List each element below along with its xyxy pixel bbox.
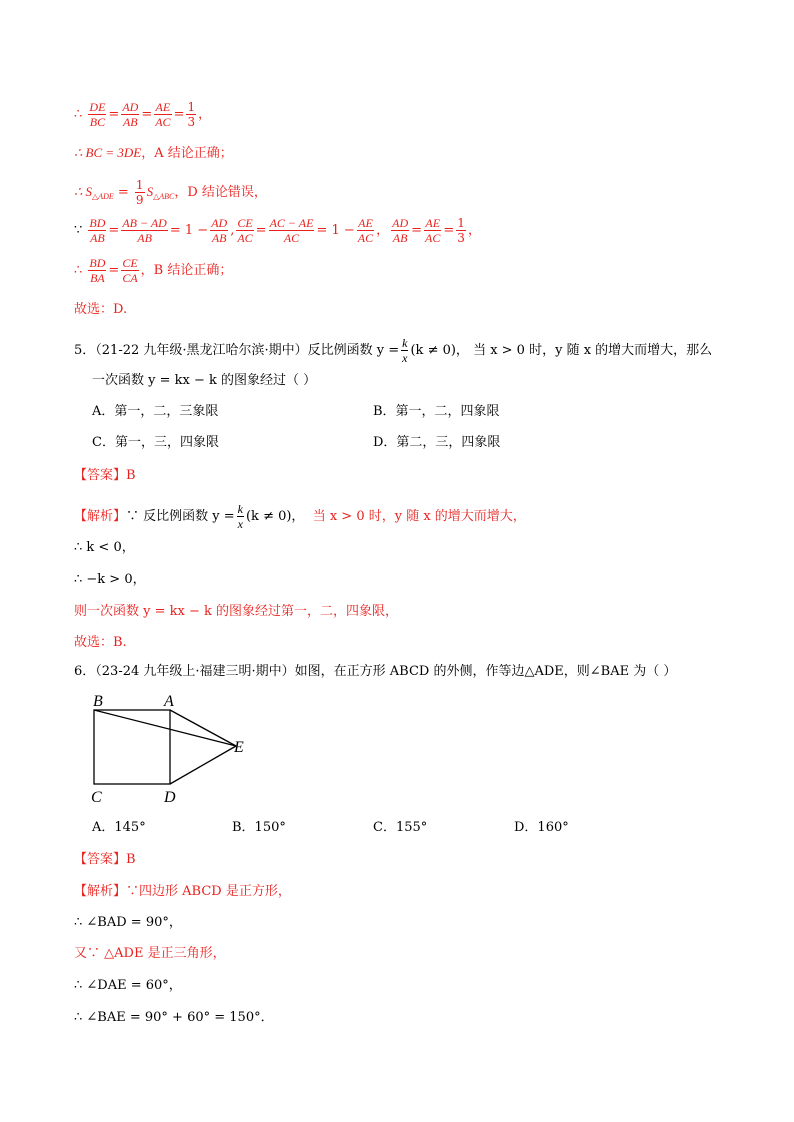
denominator: AB [90,231,105,245]
fraction [424,216,441,245]
square-triangle-figure [86,690,256,810]
fraction [391,216,409,245]
math-expression: = 1 − [169,223,209,238]
fraction [210,216,228,245]
fraction [121,256,138,285]
analysis-text: ∵四边形 ABCD 是正方形， [126,884,291,899]
q5-step1: ∴ k < 0， [74,540,135,555]
q6-option-d[interactable]: D．160° [514,820,569,835]
denominator: AB [122,115,138,129]
step-area-ratio: ∴ $S_{\triangle ADE}$ = $\frac{1}{9}$ $S_{\triangle ABC}$，D 结论错误， [74,178,267,207]
equals: = [141,107,153,122]
fraction [154,100,171,129]
denominator: AC [283,231,300,245]
fraction [357,216,374,245]
denominator: 3 [187,115,196,129]
numerator: AB − AD [122,216,167,230]
numerator: AE [425,216,441,230]
label-e: E [234,739,244,756]
numerator: 1 [187,100,196,114]
equals: = [173,107,185,122]
fraction [135,178,145,207]
denominator: AC [155,115,171,129]
fraction [121,216,168,245]
numerator: 1 [135,178,144,192]
denominator: AC [237,231,253,245]
numerator: AD [122,100,139,114]
numerator: CE [237,216,253,230]
q5-analysis [74,502,526,531]
denominator: CA [122,271,138,285]
q6-option-b[interactable]: B．150° [232,820,286,835]
q6-step4: ∴ ∠BAE = 90° + 60° = 150°． [74,1010,274,1025]
q5-step2: ∴ −k > 0， [74,572,146,587]
equals: = [108,107,120,122]
numerator: AD [211,216,228,230]
analysis-text: 当 x > 0 时，y 随 x 的增大而增大， [312,509,526,524]
denominator: AC [357,231,374,245]
subscript: △ADE [92,192,114,201]
numerator: 1 [457,216,465,230]
step-ratio-equal [74,100,211,129]
numerator: AC − AE [269,216,314,230]
subscript: △ABC [153,192,175,201]
numerator: AE [155,100,171,114]
fraction [236,216,253,245]
label-c: C [91,789,102,806]
denominator: BA [90,271,105,285]
therefore-symbol: ∴ [74,263,87,278]
analysis-label: 【解析】 [74,884,127,899]
label-b: B [93,693,103,710]
fraction [186,100,196,129]
analysis-text: ∵ 反比例函数 y = [126,509,235,524]
numerator: k [237,502,243,516]
denominator: x [402,351,408,365]
q5-answer: 【答案】B [74,468,136,483]
conclusion-text: ，B 结论正确； [140,263,233,278]
numerator: CE [122,256,138,270]
square-abcd [94,710,170,784]
denominator: AB [137,231,152,245]
q5-stem-text: (k ≠ 0)， 当 x > 0 时，y 随 x 的增大而增大，那么 [410,343,713,358]
analysis-label: 【解析】 [74,509,127,524]
denominator: BC [89,115,106,129]
label-d: D [164,789,176,806]
denominator: x [237,517,243,531]
fraction [269,216,315,245]
therefore-symbol: ∴ [74,107,87,122]
segment-de [170,746,236,784]
q6-option-c[interactable]: C．155° [373,820,428,835]
step-bc-3de [74,144,233,163]
segment-ae [170,710,236,746]
q5-step3: 则一次函数 y = kx − k 的图象经过第一，二，四象限， [74,604,399,619]
fraction [237,502,244,531]
numerator: BD [89,216,106,230]
punctuation: ， [198,107,212,122]
q5-stem-line1 [74,336,712,365]
denominator: 3 [457,231,465,245]
q6-option-a[interactable]: A．145° [92,820,146,835]
q5-option-a[interactable]: A．第一，二，三象限 [92,404,219,419]
analysis-text: (k ≠ 0)， [245,509,305,524]
step-bd-ba: ∴ $\frac{BD}{BA}$ = $\frac{CE}{CA}$ ，B 结论正确； [74,256,233,285]
q6-step3: ∴ ∠DAE = 60°， [74,978,182,993]
segment-be [94,710,236,746]
q5-option-c[interactable]: C．第一，三，四象限 [92,435,219,450]
fraction [88,216,106,245]
numerator: AE [358,216,373,230]
math-expression: ∴ BC = 3DE [74,145,142,160]
denominator: AB [211,231,227,245]
fraction [456,216,466,245]
q5-stem-text: 5．（21-22 九年级·黑龙江哈尔滨·期中）反比例函数 y = [74,343,400,358]
q6-stem: 6．（23-24 九年级上·福建三明·期中）如图，在正方形 ABCD 的外侧，作等边△ADE，则∠BAE 为（ ） [74,664,677,679]
q6-step1: ∴ ∠BAD = 90°， [74,915,182,930]
math-expression: = 1 − [316,223,355,238]
step-because-ratio: ∵ $\frac{BD}{AB}$ = $\frac{AB - AD}{AB}$ = 1 − $\frac{AD}{AB}$ , $\frac{CE}{AC}$ = $\frac{AC - AE}{AC}$ = 1 − $\frac{AE}{AC}$ ， $\frac{AD}{AB}$ = $\frac{AE}{AC}$ = $\frac{1}{3}$ ， [74,216,481,245]
q6-analysis [74,883,291,901]
q6-step2: 又∵ △ADE 是正三角形， [74,946,226,961]
area-symbol: ∴ S [74,184,93,199]
conclusion-text: ，D 结论错误， [174,185,267,200]
fraction [88,100,106,129]
choice-line: 故选：D. [74,302,128,317]
denominator: AC [425,231,441,245]
numerator: k [402,336,408,350]
label-a: A [164,693,174,710]
q5-step4: 故选：B. [74,635,127,650]
conclusion-text: ，A 结论正确； [141,146,233,161]
area-symbol: S [146,184,154,199]
denominator: AB [392,231,408,245]
because-symbol: ∵ [74,223,87,238]
numerator: DE [89,100,106,114]
q6-answer: 【答案】B [74,852,136,867]
q5-option-d[interactable]: D．第二，三，四象限 [373,435,501,450]
fraction [88,256,106,285]
numerator: AD [392,216,409,230]
numerator: BD [89,256,106,270]
q5-stem-line2: 一次函数 y = kx − k 的图象经过（ ） [92,373,317,388]
fraction [401,336,408,365]
denominator: 9 [135,193,144,207]
fraction [121,100,139,129]
q5-option-b[interactable]: B．第一，二，四象限 [373,404,500,419]
